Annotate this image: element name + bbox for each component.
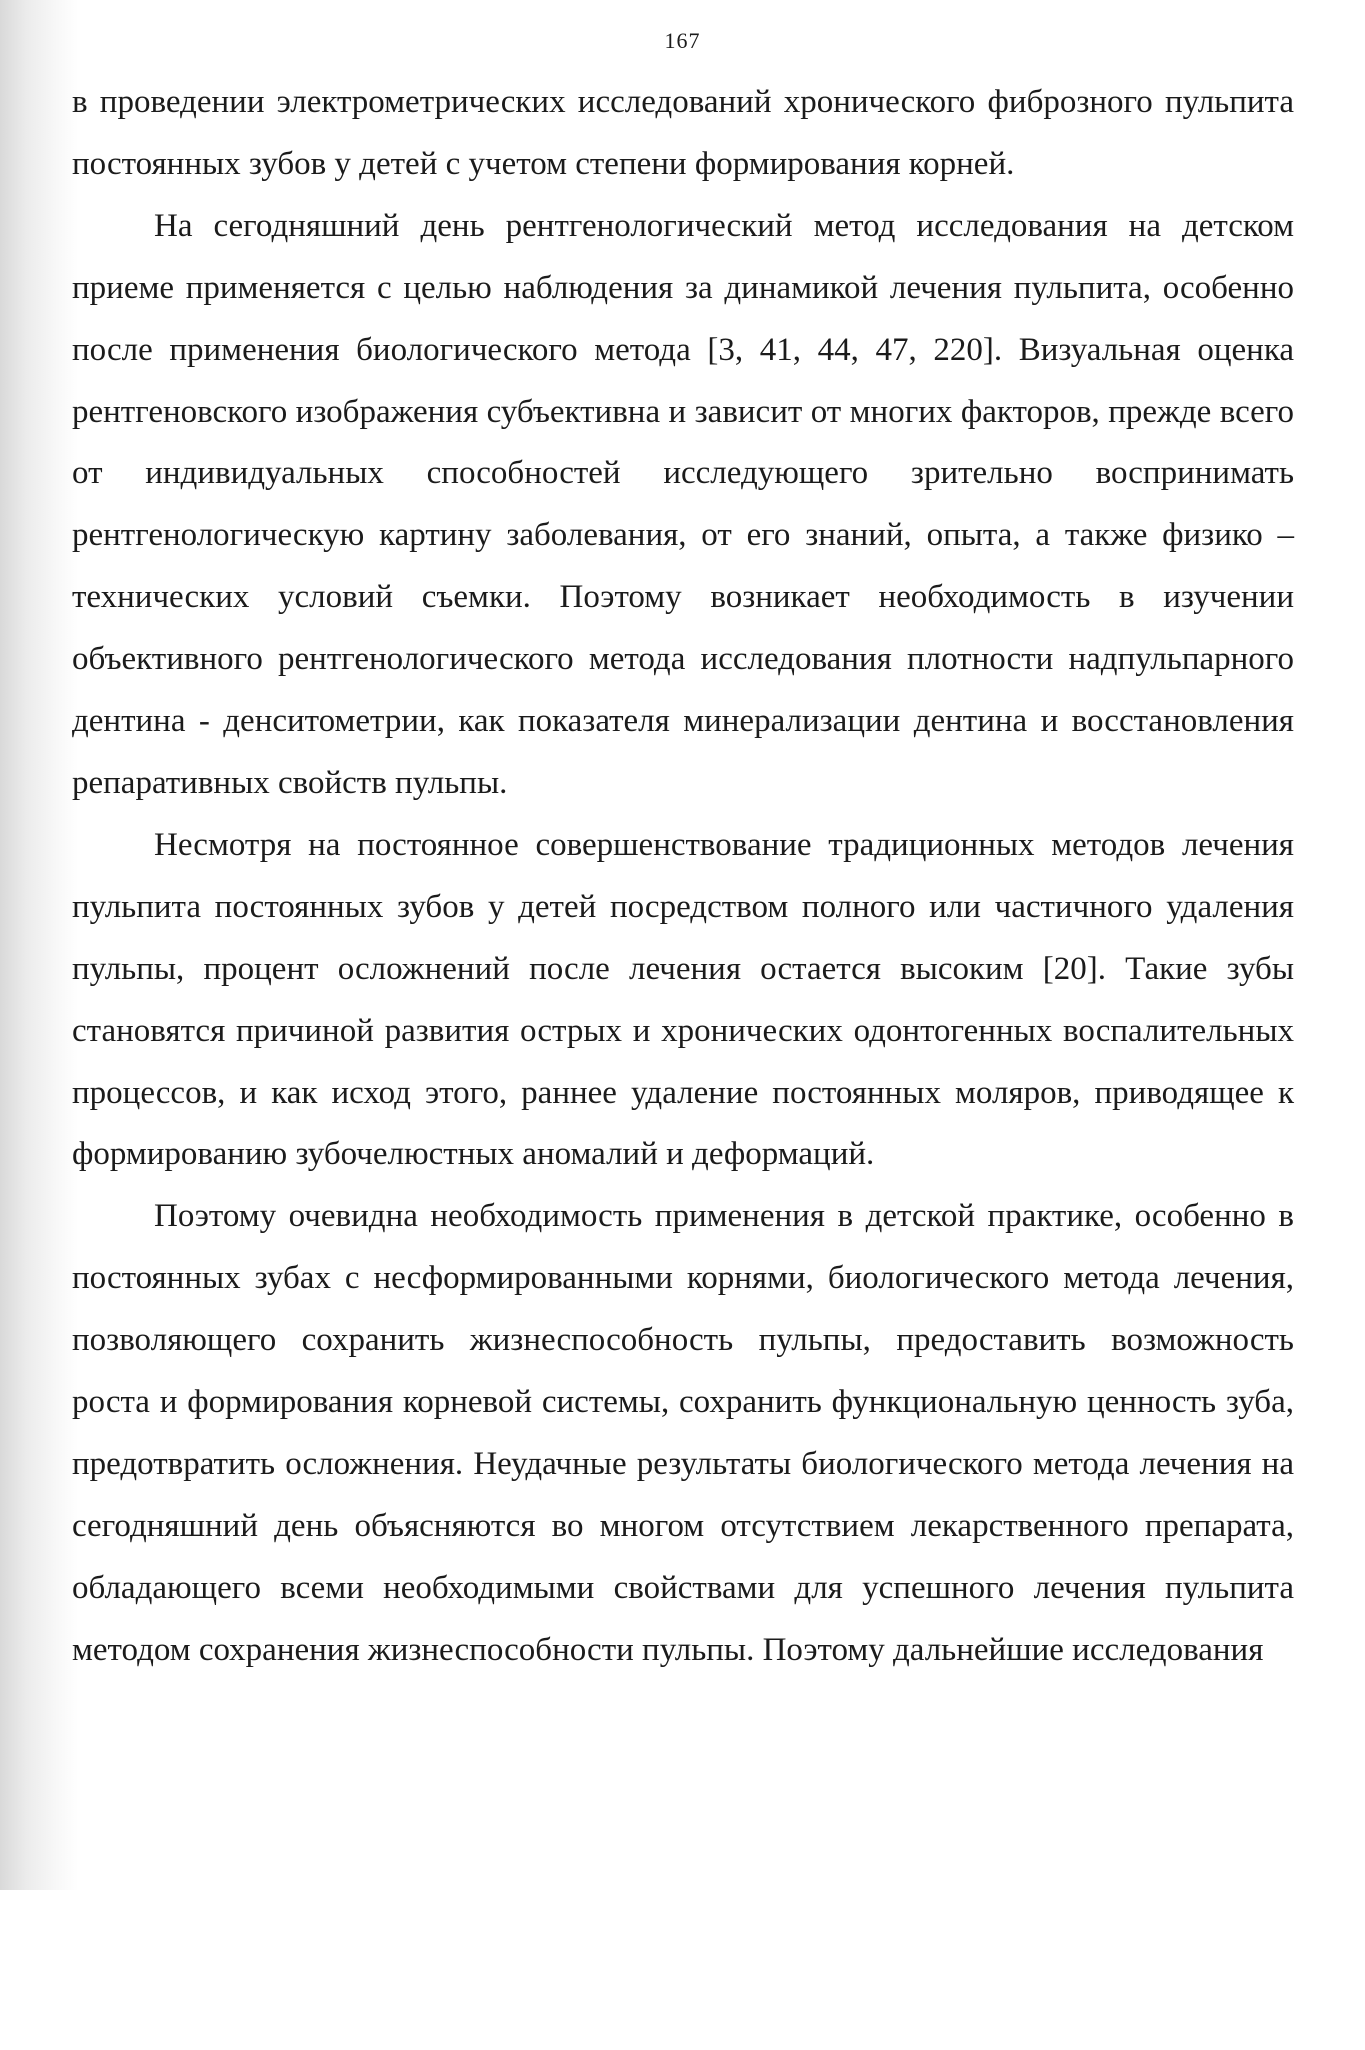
page-number: 167 [664,28,701,53]
paragraph-radiology: На сегодняшний день рентгенологический метод исследования на детском приеме применяется с целью наблюдения за динамикой лечения пульпита, особенно после применения биологического метода [3, 41, 44, 47, 220]. Визуальная оценка рентгеновского изображения субъективна и зависит от многих факторов, прежде всего от индивидуальных способностей исследующего зрительно воспринимать рентгенологическую картину заболевания, от его знаний, опыта, а также физико – технических условий съемки. Поэтому возникает необходимость в изучении объективного рентгенологического метода исследования плотности надпульпарного дентина - денситометрии, как показателя минерализации дентина и восстановления репаративных свойств пульпы. [72,207,1294,801]
paragraph-continuation: в проведении электрометрических исследований хронического фиброзного пульпита постоянных зубов у детей с учетом степени формирования корней. [72,84,1294,182]
paragraph-biological-method: Поэтому очевидна необходимость применения в детской практике, особенно в постоянных зубах с несформированными корнями, биологического метода лечения, позволяющего сохранить жизнеспособность пульпы, предоставить возможность роста и формирования корневой системы, сохранить функциональную ценность зуба, предотвратить осложнения. Неудачные результаты биологического метода лечения на сегодняшний день объясняются во многом отсутствием лекарственного препарата, обладающего всеми необходимыми свойствами для успешного лечения пульпита методом сохранения жизнеспособности пульпы. Поэтому дальнейшие исследования [72,1198,1294,1668]
scan-shadow [0,0,78,1890]
paragraph-complications: Несмотря на постоянное совершенствование традиционных методов лечения пульпита постоянных зубов у детей посредством полного или частичного удаления пульпы, процент осложнений после лечения остается высоким [20]. Такие зубы становятся причиной развития острых и хронических одонтогенных воспалительных процессов, и как исход этого, раннее удаление постоянных моляров, приводящее к формированию зубочелюстных аномалий и деформаций. [72,826,1294,1173]
document-body [72,72,1294,1682]
